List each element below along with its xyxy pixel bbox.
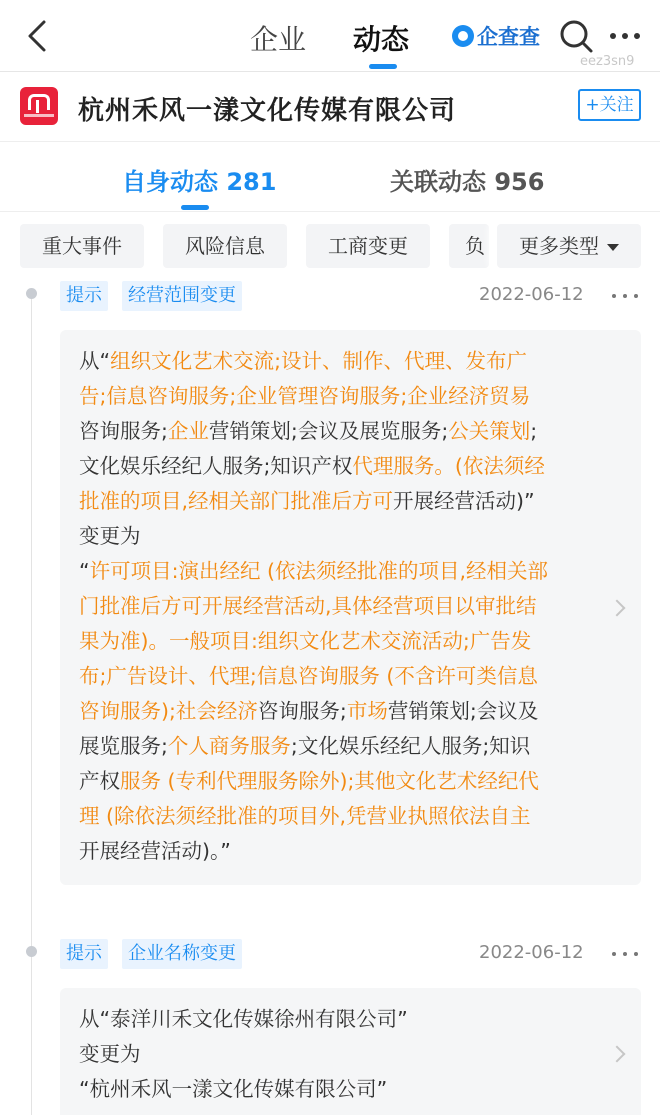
filter-major-events[interactable]: 重大事件 <box>20 224 144 268</box>
detail-text-segment: 批准的项目,经相关部门批准后方可 <box>79 489 394 513</box>
detail-text-segment: 变更为 <box>79 1042 141 1066</box>
detail-text-segment: 咨询服务);社会经济 <box>79 699 258 723</box>
detail-line <box>79 414 599 449</box>
change-detail-text <box>79 344 599 869</box>
detail-text-segment: 个人商务服务 <box>167 734 291 758</box>
change-detail-text <box>79 1002 599 1107</box>
more-options-icon[interactable] <box>608 24 642 48</box>
detail-text-segment: 公关策划 <box>448 419 531 443</box>
change-detail-card[interactable] <box>60 330 641 885</box>
change-detail-card[interactable] <box>60 988 641 1115</box>
detail-text-segment: 理 (除依法须经批准的项目外,凭营业执照依法自主 <box>79 804 531 828</box>
active-subtab-indicator <box>181 205 209 210</box>
dynamics-subtabs <box>0 142 660 212</box>
detail-line <box>79 519 599 554</box>
entry-more-icon[interactable] <box>610 949 640 959</box>
detail-text-segment: 开展经营活动)” <box>393 489 535 513</box>
detail-line <box>79 694 599 729</box>
top-nav <box>0 0 660 72</box>
entry-more-icon[interactable] <box>610 291 640 301</box>
entry-header <box>60 281 641 311</box>
filter-risk-info[interactable]: 风险信息 <box>163 224 287 268</box>
detail-text-segment: 文化娱乐经纪人服务;知识产权 <box>79 454 353 478</box>
detail-text-segment: 咨询服务; <box>257 699 347 723</box>
detail-text-segment: 门批准后方可开展经营活动,具体经营项目以审批结 <box>79 594 537 618</box>
detail-text-segment: 开展经营活动)。” <box>79 839 231 863</box>
detail-line <box>79 659 599 694</box>
detail-line <box>79 834 599 869</box>
detail-text-segment: 告;信息咨询服务;企业管理咨询服务;企业经济贸易 <box>79 384 531 408</box>
detail-text-segment: 许可项目:演出经纪 (依法须经批准的项目,经相关部 <box>89 559 549 583</box>
detail-line <box>79 1002 599 1037</box>
brand-logo <box>452 22 540 50</box>
company-logo-icon <box>20 87 58 125</box>
timeline-dot <box>26 946 37 957</box>
detail-text-segment: 咨询服务; <box>79 419 168 443</box>
detail-text-segment: “ <box>79 559 90 583</box>
entry-header <box>60 939 641 969</box>
tab-enterprise[interactable]: 企业 <box>250 23 307 56</box>
detail-text-segment: 营销策划;会议及 <box>387 699 539 723</box>
company-name[interactable]: 杭州禾风一漾文化传媒有限公司 <box>78 96 457 126</box>
entry-date: 2022-06-12 <box>479 284 584 305</box>
filter-business-change[interactable]: 工商变更 <box>306 224 430 268</box>
chevron-right-icon <box>609 600 626 617</box>
search-icon[interactable] <box>558 18 594 54</box>
detail-text-segment: 营销策划;会议及展览服务; <box>208 419 449 443</box>
tag-change-type: 经营范围变更 <box>122 281 242 311</box>
detail-text-segment: 产权 <box>79 769 120 793</box>
detail-line <box>79 554 599 589</box>
detail-text-segment: 代理服务。(依法须经 <box>352 454 545 478</box>
detail-line <box>79 484 599 519</box>
detail-text-segment: 布;广告设计、代理;信息咨询服务 (不含许可类信息 <box>79 664 538 688</box>
company-header <box>0 72 660 142</box>
detail-text-segment: 果为准)。一般项目:组织文化艺术交流活动;广告发 <box>79 629 532 653</box>
timeline-dot <box>26 288 37 299</box>
tag-hint: 提示 <box>60 281 108 311</box>
tag-change-type: 企业名称变更 <box>122 939 242 969</box>
detail-text-segment: ;文化娱乐经纪人服务;知识 <box>290 734 531 758</box>
filter-partial[interactable]: 负 <box>449 224 489 268</box>
detail-text-segment: “杭州禾风一漾文化传媒有限公司” <box>79 1077 388 1101</box>
tab-related-dynamics[interactable]: 关联动态 956 <box>390 168 545 196</box>
detail-text-segment: 从“泰洋川禾文化传媒徐州有限公司” <box>79 1007 408 1031</box>
detail-line <box>79 449 599 484</box>
detail-text-segment: 市场 <box>346 699 388 723</box>
detail-line <box>79 589 599 624</box>
caret-down-icon <box>607 244 619 251</box>
tab-self-dynamics[interactable]: 自身动态 281 <box>122 168 277 196</box>
brand-name: 企查查 <box>477 25 540 49</box>
follow-button[interactable]: +关注 <box>578 89 641 121</box>
detail-line <box>79 344 599 379</box>
detail-line <box>79 729 599 764</box>
detail-text-segment: ; <box>530 419 538 443</box>
detail-line <box>79 624 599 659</box>
tag-hint: 提示 <box>60 939 108 969</box>
detail-line <box>79 1072 599 1107</box>
timeline-line <box>31 292 32 1115</box>
chevron-right-icon <box>609 1046 626 1063</box>
more-types-dropdown[interactable] <box>497 224 641 268</box>
entry-date: 2022-06-12 <box>479 942 584 963</box>
filter-chips <box>0 212 660 282</box>
qcc-logo-icon <box>452 25 474 47</box>
detail-text-segment: 企业 <box>167 419 209 443</box>
detail-line <box>79 379 599 414</box>
detail-line <box>79 764 599 799</box>
detail-line <box>79 799 599 834</box>
active-tab-indicator <box>369 64 397 69</box>
more-types-label: 更多类型 <box>519 234 599 258</box>
detail-text-segment: 展览服务; <box>79 734 168 758</box>
detail-text-segment: 组织文化艺术交流;设计、制作、代理、发布广 <box>110 349 528 373</box>
detail-text-segment: 变更为 <box>79 524 141 548</box>
tab-dynamics[interactable]: 动态 <box>353 23 410 56</box>
detail-text-segment: 服务 (专利代理服务除外);其他文化艺术经纪代 <box>120 769 539 793</box>
back-arrow-icon[interactable] <box>22 16 52 56</box>
watermark: eez3sn9 <box>580 54 635 69</box>
detail-text-segment: 从“ <box>79 349 111 373</box>
detail-line <box>79 1037 599 1072</box>
